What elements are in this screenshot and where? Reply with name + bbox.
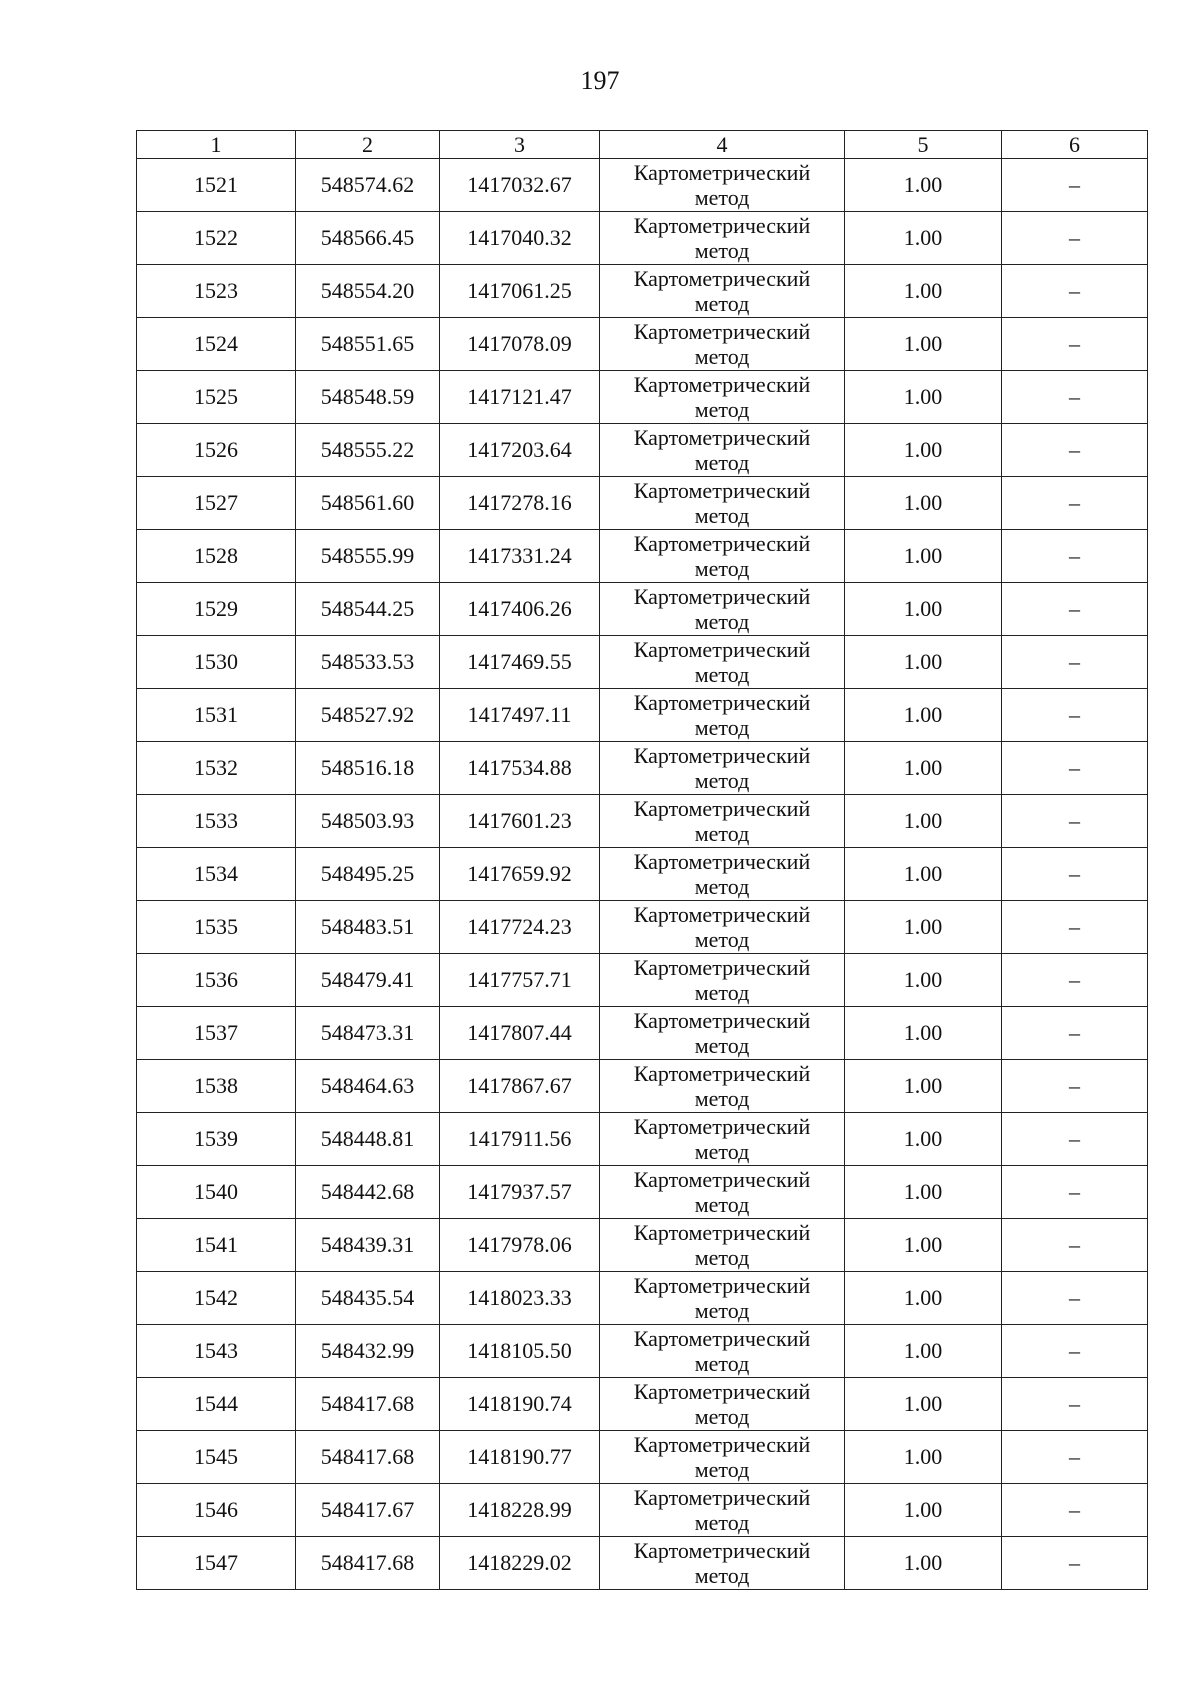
method-line-2: метод — [694, 927, 750, 952]
point-number-cell: 1536 — [137, 954, 296, 1007]
y-coordinate-cell: 1417867.67 — [440, 1060, 600, 1113]
point-number-cell: 1534 — [137, 848, 296, 901]
accuracy-cell: 1.00 — [845, 1272, 1002, 1325]
point-number-cell: 1541 — [137, 1219, 296, 1272]
x-coordinate-cell: 548417.68 — [296, 1431, 440, 1484]
x-coordinate-cell: 548555.22 — [296, 424, 440, 477]
method-line-1: Картометрический — [633, 266, 811, 291]
table-row — [137, 742, 1148, 795]
y-coordinate-cell: 1417121.47 — [440, 371, 600, 424]
page-number: 197 — [580, 66, 620, 95]
point-number-cell: 1531 — [137, 689, 296, 742]
point-number-cell: 1539 — [137, 1113, 296, 1166]
method-line-1: Картометрический — [633, 1008, 811, 1033]
y-coordinate-cell: 1417757.71 — [440, 954, 600, 1007]
method-line-2: метод — [694, 1086, 750, 1111]
method-line-1: Картометрический — [633, 1167, 811, 1192]
table-header — [137, 131, 1148, 159]
point-number-cell: 1529 — [137, 583, 296, 636]
y-coordinate-cell: 1418190.74 — [440, 1378, 600, 1431]
note-cell: – — [1002, 689, 1148, 742]
x-coordinate-cell: 548551.65 — [296, 318, 440, 371]
method-line-2: метод — [694, 1298, 750, 1323]
accuracy-cell: 1.00 — [845, 371, 1002, 424]
method-line-1: Картометрический — [633, 372, 811, 397]
x-coordinate-cell: 548483.51 — [296, 901, 440, 954]
method-line-2: метод — [694, 1192, 750, 1217]
accuracy-cell: 1.00 — [845, 1007, 1002, 1060]
point-number-cell: 1524 — [137, 318, 296, 371]
header-row — [137, 131, 1148, 159]
y-coordinate-cell: 1417331.24 — [440, 530, 600, 583]
table-row — [137, 159, 1148, 212]
method-cell — [600, 1219, 845, 1272]
method-cell — [600, 1007, 845, 1060]
note-cell: – — [1002, 1007, 1148, 1060]
method-cell — [600, 477, 845, 530]
method-cell — [600, 1325, 845, 1378]
method-cell — [600, 742, 845, 795]
method-line-1: Картометрический — [633, 637, 811, 662]
table-row — [137, 1060, 1148, 1113]
accuracy-cell: 1.00 — [845, 1378, 1002, 1431]
method-line-1: Картометрический — [633, 1485, 811, 1510]
x-coordinate-cell: 548435.54 — [296, 1272, 440, 1325]
header-col-2: 2 — [296, 131, 440, 159]
table-row — [137, 1537, 1148, 1590]
accuracy-cell: 1.00 — [845, 424, 1002, 477]
table-row — [137, 212, 1148, 265]
point-number-cell: 1522 — [137, 212, 296, 265]
table-row — [137, 1431, 1148, 1484]
accuracy-cell: 1.00 — [845, 477, 1002, 530]
note-cell: – — [1002, 901, 1148, 954]
x-coordinate-cell: 548516.18 — [296, 742, 440, 795]
x-coordinate-cell: 548527.92 — [296, 689, 440, 742]
y-coordinate-cell: 1417534.88 — [440, 742, 600, 795]
x-coordinate-cell: 548432.99 — [296, 1325, 440, 1378]
accuracy-cell: 1.00 — [845, 1219, 1002, 1272]
accuracy-cell: 1.00 — [845, 689, 1002, 742]
method-line-2: метод — [694, 556, 750, 581]
method-line-1: Картометрический — [633, 743, 811, 768]
method-line-2: метод — [694, 503, 750, 528]
x-coordinate-cell: 548464.63 — [296, 1060, 440, 1113]
table-row — [137, 1378, 1148, 1431]
method-cell — [600, 265, 845, 318]
point-number-cell: 1533 — [137, 795, 296, 848]
method-line-1: Картометрический — [633, 584, 811, 609]
y-coordinate-cell: 1417724.23 — [440, 901, 600, 954]
method-line-2: метод — [694, 715, 750, 740]
y-coordinate-cell: 1417659.92 — [440, 848, 600, 901]
table-row — [137, 1272, 1148, 1325]
note-cell: – — [1002, 1113, 1148, 1166]
point-number-cell: 1544 — [137, 1378, 296, 1431]
note-cell: – — [1002, 1219, 1148, 1272]
note-cell: – — [1002, 742, 1148, 795]
method-line-1: Картометрический — [633, 478, 811, 503]
coordinates-table — [136, 130, 1148, 1590]
method-line-1: Картометрический — [633, 1061, 811, 1086]
accuracy-cell: 1.00 — [845, 212, 1002, 265]
table-row — [137, 795, 1148, 848]
table-body — [137, 159, 1148, 1590]
method-cell — [600, 371, 845, 424]
note-cell: – — [1002, 848, 1148, 901]
note-cell: – — [1002, 1484, 1148, 1537]
method-line-1: Картометрический — [633, 1220, 811, 1245]
method-line-1: Картометрический — [633, 425, 811, 450]
y-coordinate-cell: 1417406.26 — [440, 583, 600, 636]
method-line-2: метод — [694, 609, 750, 634]
x-coordinate-cell: 548442.68 — [296, 1166, 440, 1219]
accuracy-cell: 1.00 — [845, 159, 1002, 212]
method-line-2: метод — [694, 874, 750, 899]
accuracy-cell: 1.00 — [845, 265, 1002, 318]
note-cell: – — [1002, 1537, 1148, 1590]
method-cell — [600, 954, 845, 1007]
x-coordinate-cell: 548417.68 — [296, 1537, 440, 1590]
y-coordinate-cell: 1417203.64 — [440, 424, 600, 477]
point-number-cell: 1530 — [137, 636, 296, 689]
method-cell — [600, 636, 845, 689]
accuracy-cell: 1.00 — [845, 636, 1002, 689]
table-row — [137, 1113, 1148, 1166]
accuracy-cell: 1.00 — [845, 1166, 1002, 1219]
y-coordinate-cell: 1417032.67 — [440, 159, 600, 212]
method-line-1: Картометрический — [633, 213, 811, 238]
point-number-cell: 1542 — [137, 1272, 296, 1325]
point-number-cell: 1538 — [137, 1060, 296, 1113]
accuracy-cell: 1.00 — [845, 795, 1002, 848]
method-line-1: Картометрический — [633, 796, 811, 821]
x-coordinate-cell: 548439.31 — [296, 1219, 440, 1272]
y-coordinate-cell: 1418023.33 — [440, 1272, 600, 1325]
y-coordinate-cell: 1417040.32 — [440, 212, 600, 265]
accuracy-cell: 1.00 — [845, 530, 1002, 583]
method-line-1: Картометрический — [633, 1114, 811, 1139]
x-coordinate-cell: 548417.68 — [296, 1378, 440, 1431]
note-cell: – — [1002, 954, 1148, 1007]
table-row — [137, 477, 1148, 530]
method-line-1: Картометрический — [633, 319, 811, 344]
method-cell — [600, 583, 845, 636]
accuracy-cell: 1.00 — [845, 901, 1002, 954]
y-coordinate-cell: 1417911.56 — [440, 1113, 600, 1166]
table-row — [137, 1325, 1148, 1378]
note-cell: – — [1002, 530, 1148, 583]
table-row — [137, 689, 1148, 742]
table-row — [137, 265, 1148, 318]
point-number-cell: 1543 — [137, 1325, 296, 1378]
point-number-cell: 1535 — [137, 901, 296, 954]
method-line-2: метод — [694, 1033, 750, 1058]
header-col-3: 3 — [440, 131, 600, 159]
method-cell — [600, 1166, 845, 1219]
y-coordinate-cell: 1418228.99 — [440, 1484, 600, 1537]
accuracy-cell: 1.00 — [845, 848, 1002, 901]
note-cell: – — [1002, 1060, 1148, 1113]
note-cell: – — [1002, 477, 1148, 530]
x-coordinate-cell: 548479.41 — [296, 954, 440, 1007]
method-cell — [600, 1537, 845, 1590]
method-cell — [600, 689, 845, 742]
note-cell: – — [1002, 371, 1148, 424]
y-coordinate-cell: 1417278.16 — [440, 477, 600, 530]
method-line-2: метод — [694, 980, 750, 1005]
x-coordinate-cell: 548495.25 — [296, 848, 440, 901]
method-line-2: метод — [694, 450, 750, 475]
method-line-1: Картометрический — [633, 849, 811, 874]
method-cell — [600, 1113, 845, 1166]
y-coordinate-cell: 1417497.11 — [440, 689, 600, 742]
method-line-2: метод — [694, 1351, 750, 1376]
y-coordinate-cell: 1417601.23 — [440, 795, 600, 848]
header-col-4: 4 — [600, 131, 845, 159]
table-row — [137, 901, 1148, 954]
accuracy-cell: 1.00 — [845, 1431, 1002, 1484]
note-cell: – — [1002, 1378, 1148, 1431]
x-coordinate-cell: 548554.20 — [296, 265, 440, 318]
method-cell — [600, 848, 845, 901]
y-coordinate-cell: 1417061.25 — [440, 265, 600, 318]
y-coordinate-cell: 1417978.06 — [440, 1219, 600, 1272]
table-row — [137, 848, 1148, 901]
x-coordinate-cell: 548566.45 — [296, 212, 440, 265]
x-coordinate-cell: 548561.60 — [296, 477, 440, 530]
table-row — [137, 371, 1148, 424]
accuracy-cell: 1.00 — [845, 1484, 1002, 1537]
point-number-cell: 1521 — [137, 159, 296, 212]
y-coordinate-cell: 1417078.09 — [440, 318, 600, 371]
method-cell — [600, 795, 845, 848]
accuracy-cell: 1.00 — [845, 1325, 1002, 1378]
y-coordinate-cell: 1417937.57 — [440, 1166, 600, 1219]
accuracy-cell: 1.00 — [845, 1113, 1002, 1166]
method-line-2: метод — [694, 1245, 750, 1270]
method-line-2: метод — [694, 1139, 750, 1164]
table-row — [137, 318, 1148, 371]
note-cell: – — [1002, 1431, 1148, 1484]
accuracy-cell: 1.00 — [845, 1060, 1002, 1113]
method-line-1: Картометрический — [633, 1432, 811, 1457]
accuracy-cell: 1.00 — [845, 583, 1002, 636]
method-line-2: метод — [694, 662, 750, 687]
point-number-cell: 1532 — [137, 742, 296, 795]
method-cell — [600, 1378, 845, 1431]
y-coordinate-cell: 1418105.50 — [440, 1325, 600, 1378]
point-number-cell: 1545 — [137, 1431, 296, 1484]
note-cell: – — [1002, 424, 1148, 477]
accuracy-cell: 1.00 — [845, 954, 1002, 1007]
method-cell — [600, 1272, 845, 1325]
table-row — [137, 1166, 1148, 1219]
table-row — [137, 636, 1148, 689]
header-col-6: 6 — [1002, 131, 1148, 159]
method-line-1: Картометрический — [633, 160, 811, 185]
y-coordinate-cell: 1417469.55 — [440, 636, 600, 689]
method-cell — [600, 424, 845, 477]
accuracy-cell: 1.00 — [845, 742, 1002, 795]
method-line-1: Картометрический — [633, 690, 811, 715]
method-cell — [600, 159, 845, 212]
point-number-cell: 1523 — [137, 265, 296, 318]
note-cell: – — [1002, 212, 1148, 265]
method-line-1: Картометрический — [633, 955, 811, 980]
table-row — [137, 583, 1148, 636]
x-coordinate-cell: 548473.31 — [296, 1007, 440, 1060]
note-cell: – — [1002, 795, 1148, 848]
note-cell: – — [1002, 1166, 1148, 1219]
method-line-2: метод — [694, 344, 750, 369]
point-number-cell: 1528 — [137, 530, 296, 583]
point-number-cell: 1525 — [137, 371, 296, 424]
method-line-2: метод — [694, 768, 750, 793]
x-coordinate-cell: 548503.93 — [296, 795, 440, 848]
x-coordinate-cell: 548555.99 — [296, 530, 440, 583]
note-cell: – — [1002, 159, 1148, 212]
method-cell — [600, 901, 845, 954]
method-cell — [600, 1484, 845, 1537]
point-number-cell: 1526 — [137, 424, 296, 477]
table-row — [137, 424, 1148, 477]
y-coordinate-cell: 1418190.77 — [440, 1431, 600, 1484]
table-row — [137, 1007, 1148, 1060]
method-line-1: Картометрический — [633, 1379, 811, 1404]
x-coordinate-cell: 548544.25 — [296, 583, 440, 636]
x-coordinate-cell: 548548.59 — [296, 371, 440, 424]
method-cell — [600, 1060, 845, 1113]
table-row — [137, 1219, 1148, 1272]
header-col-5: 5 — [845, 131, 1002, 159]
method-line-1: Картометрический — [633, 902, 811, 927]
method-line-2: метод — [694, 238, 750, 263]
method-line-1: Картометрический — [633, 531, 811, 556]
y-coordinate-cell: 1417807.44 — [440, 1007, 600, 1060]
accuracy-cell: 1.00 — [845, 318, 1002, 371]
method-cell — [600, 212, 845, 265]
method-cell — [600, 318, 845, 371]
method-line-2: метод — [694, 1457, 750, 1482]
method-line-2: метод — [694, 185, 750, 210]
method-line-1: Картометрический — [633, 1326, 811, 1351]
point-number-cell: 1540 — [137, 1166, 296, 1219]
y-coordinate-cell: 1418229.02 — [440, 1537, 600, 1590]
method-line-2: метод — [694, 1563, 750, 1588]
note-cell: – — [1002, 583, 1148, 636]
x-coordinate-cell: 548533.53 — [296, 636, 440, 689]
table-row — [137, 954, 1148, 1007]
x-coordinate-cell: 548448.81 — [296, 1113, 440, 1166]
note-cell: – — [1002, 636, 1148, 689]
header-col-1: 1 — [137, 131, 296, 159]
point-number-cell: 1537 — [137, 1007, 296, 1060]
x-coordinate-cell: 548574.62 — [296, 159, 440, 212]
accuracy-cell: 1.00 — [845, 1537, 1002, 1590]
method-line-2: метод — [694, 1404, 750, 1429]
method-line-2: метод — [694, 1510, 750, 1535]
method-line-1: Картометрический — [633, 1538, 811, 1563]
method-line-1: Картометрический — [633, 1273, 811, 1298]
table-row — [137, 1484, 1148, 1537]
point-number-cell: 1547 — [137, 1537, 296, 1590]
method-line-2: метод — [694, 397, 750, 422]
note-cell: – — [1002, 1272, 1148, 1325]
note-cell: – — [1002, 265, 1148, 318]
point-number-cell: 1527 — [137, 477, 296, 530]
x-coordinate-cell: 548417.67 — [296, 1484, 440, 1537]
note-cell: – — [1002, 318, 1148, 371]
method-cell — [600, 1431, 845, 1484]
method-cell — [600, 530, 845, 583]
method-line-2: метод — [694, 821, 750, 846]
method-line-2: метод — [694, 291, 750, 316]
point-number-cell: 1546 — [137, 1484, 296, 1537]
note-cell: – — [1002, 1325, 1148, 1378]
table-row — [137, 530, 1148, 583]
